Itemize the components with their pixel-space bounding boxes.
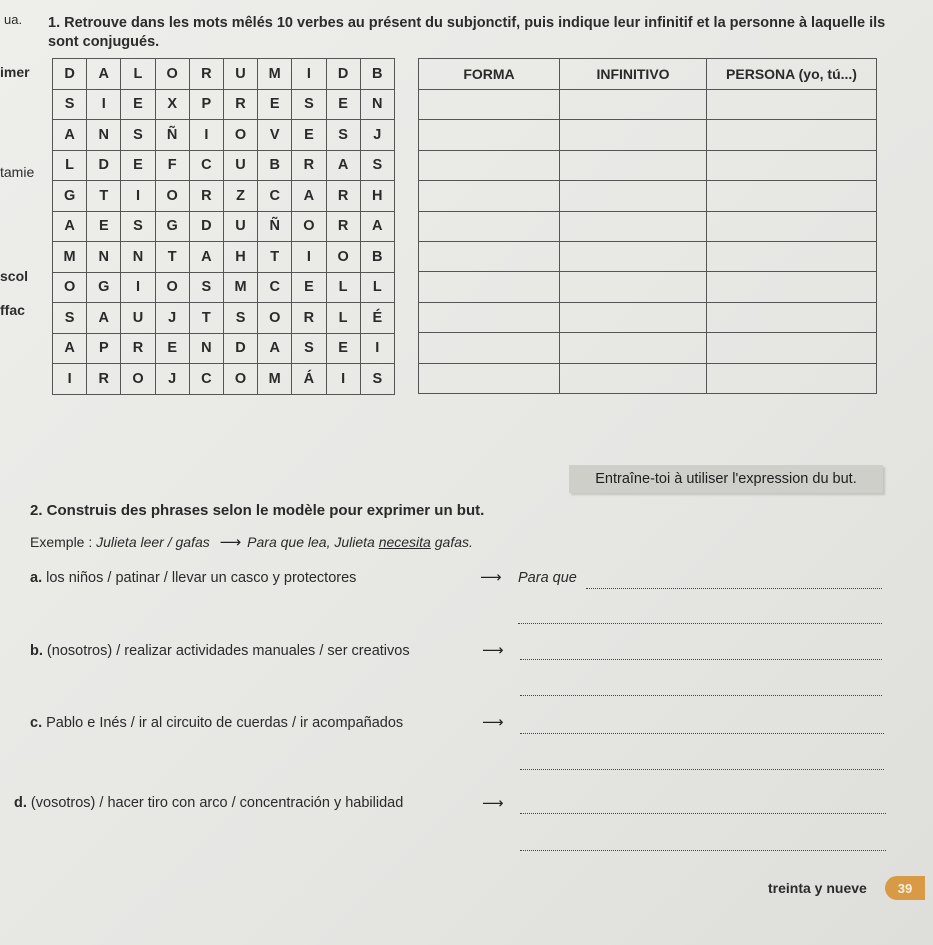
answer-cell[interactable]	[560, 181, 707, 211]
grid-cell: S	[121, 120, 155, 151]
item-a	[30, 570, 356, 586]
grid-cell: E	[156, 334, 190, 365]
margin-word: ffac	[0, 302, 25, 318]
grid-cell: E	[292, 120, 326, 151]
grid-cell: I	[121, 273, 155, 304]
grid-cell: L	[361, 273, 395, 304]
grid-cell: R	[87, 364, 121, 395]
answer-cell[interactable]	[419, 302, 560, 332]
grid-cell: J	[156, 364, 190, 395]
grid-cell: R	[190, 181, 224, 212]
arrow-icon: ⟶	[482, 795, 504, 812]
grid-cell: B	[258, 151, 292, 182]
grid-cell: A	[53, 334, 87, 365]
grid-cell: A	[190, 242, 224, 273]
grid-cell: N	[87, 242, 121, 273]
answer-cell[interactable]	[419, 211, 560, 241]
grid-cell: O	[224, 120, 258, 151]
grid-cell: P	[87, 334, 121, 365]
grid-cell: S	[361, 364, 395, 395]
arrow-icon: ⟶	[219, 534, 242, 551]
grid-cell: S	[190, 273, 224, 304]
header-persona: PERSONA (yo, tú...)	[707, 59, 877, 90]
answer-row	[419, 90, 877, 120]
answer-cell[interactable]	[419, 272, 560, 302]
answer-line[interactable]	[520, 850, 886, 851]
grid-cell: I	[190, 120, 224, 151]
answer-cell[interactable]	[419, 241, 560, 271]
grid-cell: Z	[224, 181, 258, 212]
grid-cell: O	[258, 303, 292, 334]
answer-cell[interactable]	[560, 363, 707, 393]
item-label: c.	[30, 715, 43, 731]
grid-cell: I	[292, 59, 326, 90]
grid-cell: O	[156, 59, 190, 90]
answer-row	[419, 333, 877, 363]
answer-row	[419, 241, 877, 271]
grid-cell: A	[53, 212, 87, 243]
example-answer-start: Para que lea, Julieta	[247, 534, 379, 550]
item-text: (nosotros) / realizar actividades manuales / ser creativos	[46, 643, 410, 659]
answer-line[interactable]	[520, 659, 882, 660]
grid-cell: S	[327, 120, 361, 151]
answer-cell[interactable]	[707, 272, 877, 302]
grid-cell: M	[224, 273, 258, 304]
answer-row	[419, 211, 877, 241]
grid-cell: G	[87, 273, 121, 304]
margin-word: imer	[0, 64, 30, 80]
answer-cell[interactable]	[560, 90, 707, 120]
grid-cell: O	[156, 273, 190, 304]
grid-cell: I	[327, 364, 361, 395]
example-line	[30, 533, 473, 551]
answer-cell[interactable]	[419, 181, 560, 211]
grid-cell: N	[190, 334, 224, 365]
grid-cell: R	[121, 334, 155, 365]
answer-cell[interactable]	[560, 272, 707, 302]
grid-cell: O	[53, 273, 87, 304]
grid-cell: Ñ	[156, 120, 190, 151]
grid-cell: I	[292, 242, 326, 273]
answer-cell[interactable]	[560, 302, 707, 332]
answer-cell[interactable]	[419, 90, 560, 120]
answer-cell[interactable]	[419, 150, 560, 180]
grid-cell: O	[224, 364, 258, 395]
grid-cell: E	[292, 273, 326, 304]
answer-cell[interactable]	[707, 302, 877, 332]
item-b	[30, 643, 410, 659]
grid-cell: T	[87, 181, 121, 212]
grid-cell: D	[87, 151, 121, 182]
grid-cell: F	[156, 151, 190, 182]
answer-row	[419, 181, 877, 211]
grid-cell: J	[156, 303, 190, 334]
grid-cell: R	[190, 59, 224, 90]
grid-cell: T	[190, 303, 224, 334]
grid-cell: I	[87, 90, 121, 121]
grid-cell: R	[292, 303, 326, 334]
answer-cell[interactable]	[707, 90, 877, 120]
answer-cell[interactable]	[707, 120, 877, 150]
grid-cell: S	[292, 90, 326, 121]
answer-cell[interactable]	[560, 333, 707, 363]
grid-cell: E	[258, 90, 292, 121]
tip-banner: Entraîne-toi à utiliser l'expression du but.	[569, 465, 883, 493]
example-label: Exemple :	[30, 534, 93, 550]
grid-cell: S	[361, 151, 395, 182]
grid-cell: Á	[292, 364, 326, 395]
grid-cell: G	[53, 181, 87, 212]
grid-cell: D	[190, 212, 224, 243]
item-label: d.	[14, 795, 27, 811]
grid-cell: P	[190, 90, 224, 121]
grid-cell: B	[361, 242, 395, 273]
grid-cell: L	[327, 303, 361, 334]
grid-cell: D	[53, 59, 87, 90]
grid-cell: M	[53, 242, 87, 273]
grid-cell: C	[258, 181, 292, 212]
arrow-icon: ⟶	[482, 714, 504, 731]
grid-cell: I	[121, 181, 155, 212]
answer-cell[interactable]	[419, 120, 560, 150]
grid-cell: O	[121, 364, 155, 395]
grid-cell: S	[121, 212, 155, 243]
answer-cell[interactable]	[707, 150, 877, 180]
answer-line[interactable]	[520, 769, 884, 770]
grid-cell: A	[53, 120, 87, 151]
answer-cell[interactable]	[707, 333, 877, 363]
answer-cell[interactable]	[560, 150, 707, 180]
exercise1-title: 1. Retrouve dans les mots mêlés 10 verbes au présent du subjonctif, puis indique leur infinitif et la personne à laquelle ils sont conjugués.	[48, 15, 886, 50]
example-answer-end: gafas.	[430, 534, 473, 550]
answer-line[interactable]	[520, 695, 882, 696]
grid-cell: I	[361, 334, 395, 365]
header-forma: FORMA	[419, 59, 560, 90]
grid-cell: E	[87, 212, 121, 243]
item-label: a.	[30, 570, 43, 586]
grid-cell: S	[224, 303, 258, 334]
grid-cell: D	[224, 334, 258, 365]
grid-cell: M	[258, 364, 292, 395]
item-text: los niños / patinar / llevar un casco y protectores	[46, 570, 357, 586]
grid-cell: R	[292, 151, 326, 182]
grid-cell: L	[53, 151, 87, 182]
answer-table	[418, 58, 877, 394]
answer-cell[interactable]	[419, 363, 560, 393]
grid-cell: O	[292, 212, 326, 243]
para-que-prefix: Para que	[518, 570, 577, 586]
grid-cell: U	[224, 59, 258, 90]
answer-cell[interactable]	[707, 211, 877, 241]
grid-cell: H	[224, 242, 258, 273]
grid-cell: L	[121, 59, 155, 90]
grid-cell: S	[53, 90, 87, 121]
grid-cell: H	[361, 181, 395, 212]
grid-cell: O	[327, 242, 361, 273]
margin-word: scol	[0, 268, 29, 284]
item-label: b.	[30, 643, 43, 659]
grid-cell: D	[327, 59, 361, 90]
grid-cell: G	[156, 212, 190, 243]
grid-cell: N	[361, 90, 395, 121]
item-c	[30, 715, 403, 731]
grid-cell: A	[87, 59, 121, 90]
item-d	[14, 795, 403, 811]
grid-cell: U	[224, 212, 258, 243]
example-prompt: Julieta leer / gafas	[96, 534, 210, 550]
answer-cell[interactable]	[419, 333, 560, 363]
item-text: Pablo e Inés / ir al circuito de cuerdas / ir acompañados	[46, 715, 404, 731]
answer-row	[419, 120, 877, 150]
grid-cell: U	[121, 303, 155, 334]
page-number-badge: 39	[885, 876, 925, 900]
grid-cell: I	[53, 364, 87, 395]
grid-cell: J	[361, 120, 395, 151]
page-footer-text: treinta y nueve	[768, 880, 867, 896]
grid-cell: A	[327, 151, 361, 182]
grid-cell: É	[361, 303, 395, 334]
grid-cell: A	[361, 212, 395, 243]
grid-cell: C	[258, 273, 292, 304]
grid-cell: T	[156, 242, 190, 273]
answer-cell[interactable]	[707, 181, 877, 211]
arrow-icon: ⟶	[480, 569, 502, 586]
header-infinitivo: INFINITIVO	[560, 59, 707, 90]
answer-cell[interactable]	[560, 120, 707, 150]
grid-cell: E	[121, 90, 155, 121]
grid-cell: E	[327, 334, 361, 365]
grid-cell: R	[327, 181, 361, 212]
grid-cell: C	[190, 364, 224, 395]
grid-cell: M	[258, 59, 292, 90]
answer-line[interactable]	[520, 733, 884, 734]
arrow-icon: ⟶	[482, 642, 504, 659]
grid-cell: E	[327, 90, 361, 121]
grid-cell: A	[292, 181, 326, 212]
grid-cell: X	[156, 90, 190, 121]
answer-cell[interactable]	[560, 241, 707, 271]
item-text: (vosotros) / hacer tiro con arco / concentración y habilidad	[30, 795, 404, 811]
answer-cell[interactable]	[707, 241, 877, 271]
grid-cell: B	[361, 59, 395, 90]
grid-cell: R	[224, 90, 258, 121]
answer-line[interactable]	[520, 813, 886, 814]
grid-cell: C	[190, 151, 224, 182]
grid-cell: V	[258, 120, 292, 151]
grid-cell: U	[224, 151, 258, 182]
grid-cell: N	[87, 120, 121, 151]
margin-word: tamie	[0, 164, 35, 180]
grid-cell: S	[292, 334, 326, 365]
answer-line[interactable]	[518, 623, 882, 624]
answer-cell[interactable]	[707, 363, 877, 393]
grid-cell: A	[258, 334, 292, 365]
answer-row	[419, 363, 877, 393]
grid-cell: T	[258, 242, 292, 273]
grid-cell: N	[121, 242, 155, 273]
exercise2-title: 2. Construis des phrases selon le modèle pour exprimer un but.	[30, 502, 485, 519]
corner-label: ua.	[4, 12, 23, 27]
answer-row	[419, 272, 877, 302]
answer-line[interactable]	[586, 588, 882, 589]
grid-cell: O	[156, 181, 190, 212]
grid-cell: L	[327, 273, 361, 304]
grid-cell: R	[327, 212, 361, 243]
answer-cell[interactable]	[560, 211, 707, 241]
word-search-grid	[52, 58, 395, 395]
grid-cell: E	[121, 151, 155, 182]
answer-row	[419, 150, 877, 180]
grid-cell: Ñ	[258, 212, 292, 243]
answer-row	[419, 302, 877, 332]
example-answer-underlined: necesita	[378, 534, 431, 550]
grid-cell: S	[53, 303, 87, 334]
grid-cell: A	[87, 303, 121, 334]
